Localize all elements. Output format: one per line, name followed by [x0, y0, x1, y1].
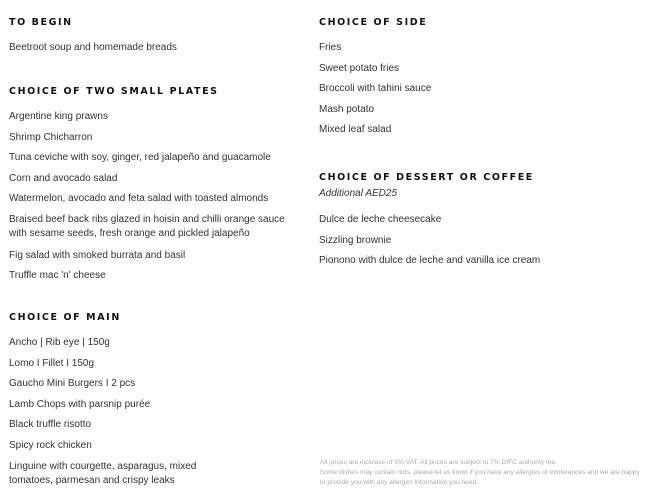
menu-item: Watermelon, avocado and feta salad with toasted almonds	[9, 193, 269, 205]
section-side	[319, 16, 629, 136]
menu-item: Lomo I Fillet I 150g	[9, 357, 95, 369]
menu-item: Mash potato	[319, 103, 375, 115]
section-title: CHOICE OF DESSERT OR COFFEE	[319, 172, 534, 183]
footer-vat-note: All prices are inclusive of 5% VAT. All prices are subject to 7% DIFC authority fee.	[320, 459, 557, 466]
menu-item: Dulce de leche cheesecake	[319, 214, 442, 225]
menu-item: Lamb Chops with parsnip purée	[9, 398, 151, 410]
section-dessert	[319, 171, 629, 267]
section-to-begin	[9, 16, 319, 54]
section-small-plates	[9, 85, 319, 282]
section-title: CHOICE OF TWO SMALL PLATES	[9, 86, 219, 97]
menu-item: Fig salad with smoked burrata and basil	[9, 249, 186, 261]
footer-note	[320, 458, 640, 488]
menu-item: Beetroot soup and homemade breads	[9, 42, 177, 53]
menu-item: Black truffle risotto	[9, 419, 92, 431]
section-title: CHOICE OF MAIN	[9, 312, 121, 323]
menu-item: Ancho | Rib eye | 150g	[9, 337, 110, 348]
section-title: CHOICE OF SIDE	[319, 17, 428, 28]
menu-item: Pionono with dulce de leche and vanilla ice cream	[319, 255, 541, 267]
menu-item: Mixed leaf salad	[319, 124, 392, 136]
menu-item: Gaucho Mini Burgers I 2 pcs	[9, 378, 136, 390]
menu-item: Sizzling brownie	[319, 234, 392, 246]
menu-item: Braised beef back ribs glazed in hoisin and chilli orange sauce with sesame seeds, fresh orange and pickled jalapeño	[9, 213, 285, 239]
menu-item: Truffle mac 'n' cheese	[9, 270, 106, 282]
footer-allergy-note: Some dishes may contain nuts, please let us know if you have any allergies or intolerances and we are happy to provide you with any allergen information you need.	[320, 469, 640, 486]
menu-item: Linguine with courgette, asparagus, mixed tomatoes, parmesan and crispy leaks	[9, 460, 197, 486]
menu-item: Corn and avocado salad	[9, 172, 118, 184]
section-main	[9, 311, 319, 488]
menu-item: Sweet potato fries	[319, 62, 400, 74]
left-column	[9, 0, 309, 501]
section-subtitle: Additional AED25	[319, 188, 398, 199]
menu-item: Fries	[319, 42, 342, 53]
menu-item: Argentine king prawns	[9, 111, 108, 122]
section-title: TO BEGIN	[9, 17, 73, 28]
menu-item: Shrimp Chicharron	[9, 131, 93, 143]
menu-item: Tuna ceviche with soy, ginger, red jalapeño and guacamole	[9, 152, 271, 164]
right-column	[319, 0, 619, 450]
menu-item: Spicy rock chicken	[9, 439, 92, 451]
menu-item: Broccoli with tahini sauce	[319, 83, 432, 95]
